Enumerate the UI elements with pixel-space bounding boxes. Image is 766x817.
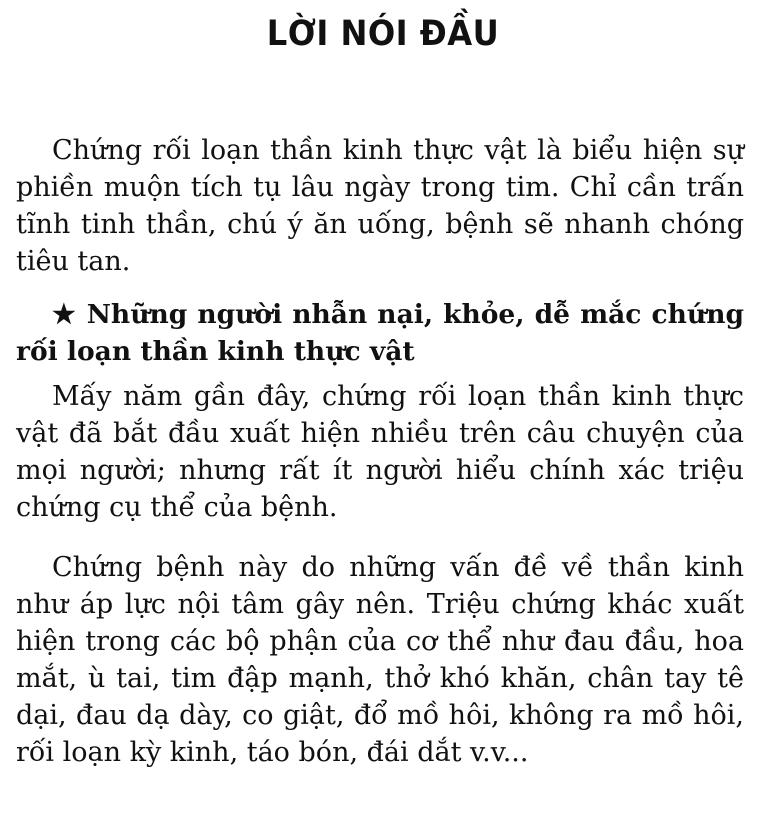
body-paragraph-1: Mấy năm gần đây, chứng rối loạn thần kinh thực vật đã bắt đầu xuất hiện nhiều trên câu chuyện của mọi người; nhưng rất ít người hiểu chính xác triệu chứng cụ thể của bệnh. <box>16 381 744 523</box>
intro-paragraph: Chứng rối loạn thần kinh thực vật là biểu hiện sự phiền muộn tích tụ lâu ngày trong tim. Chỉ cần trấn tĩnh tinh thần, chú ý ăn uống, bệnh sẽ nhanh chóng tiêu tan. <box>16 135 744 277</box>
body-paragraph-2: Chứng bệnh này do những vấn đề về thần kinh như áp lực nội tâm gây nên. Triệu chứng khác xuất hiện trong các bộ phận của cơ thể như đau đầu, hoa mắt, ù tai, tim đập mạnh, thở khó khăn, chân tay tê dại, đau dạ dày, co giật, đổ mồ hôi, không ra mồ hôi, rối loạn kỳ kinh, táo bón, đái dắt v.v... <box>16 552 744 768</box>
section-heading: ★ Những người nhẫn nại, khỏe, dễ mắc chứng rối loạn thần kinh thực vật <box>16 299 744 367</box>
page-title: LỜI NÓI ĐẦU <box>266 14 500 54</box>
